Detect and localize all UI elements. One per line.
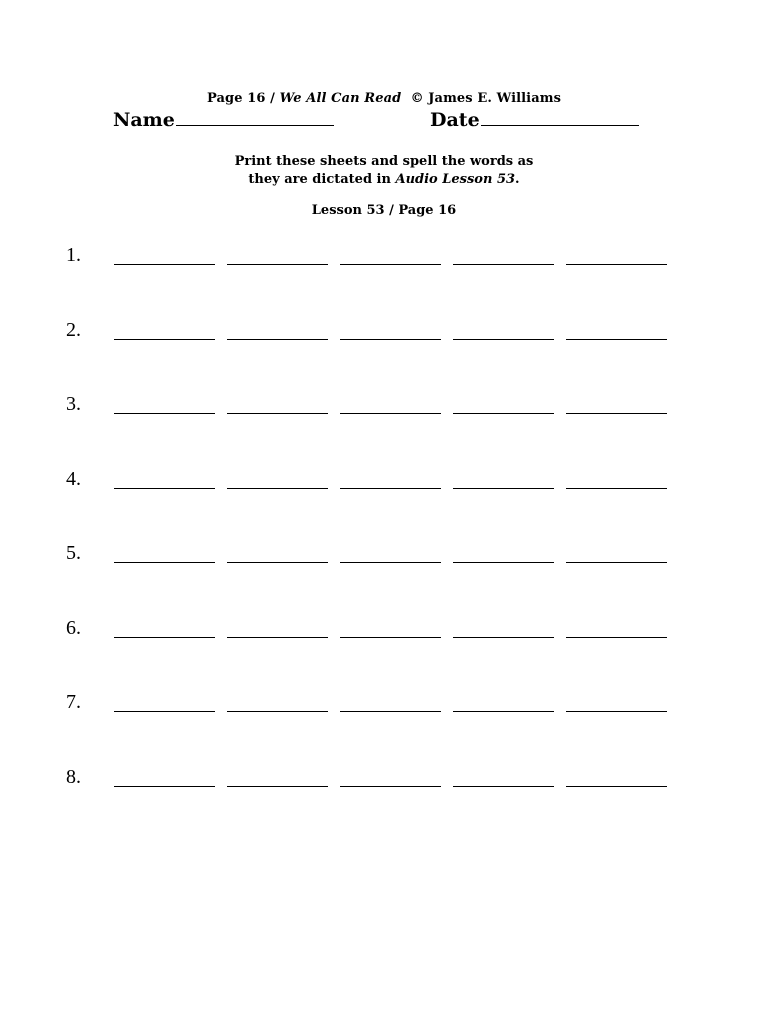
row-number: 8. xyxy=(66,765,81,788)
spelling-row xyxy=(66,319,686,349)
row-number: 2. xyxy=(66,318,81,341)
word-blank-line[interactable] xyxy=(566,339,667,340)
word-blank-line[interactable] xyxy=(227,488,328,489)
row-number: 4. xyxy=(66,467,81,490)
spelling-row xyxy=(66,468,686,498)
word-blank-line[interactable] xyxy=(114,339,215,340)
word-blank-line[interactable] xyxy=(340,786,441,787)
word-blank-line[interactable] xyxy=(227,264,328,265)
word-blank-line[interactable] xyxy=(566,711,667,712)
row-number: 7. xyxy=(66,691,81,713)
instructions xyxy=(0,153,768,189)
word-blank-line[interactable] xyxy=(227,562,328,563)
word-blank-line[interactable] xyxy=(566,488,667,489)
row-number: 1. xyxy=(66,244,81,266)
word-blank-line[interactable] xyxy=(453,339,554,340)
word-blank-line[interactable] xyxy=(114,488,215,489)
word-blank-line[interactable] xyxy=(453,413,554,414)
word-blank-line[interactable] xyxy=(114,711,215,712)
spelling-row xyxy=(66,766,686,796)
date-blank-line[interactable] xyxy=(481,107,639,126)
word-blank-line[interactable] xyxy=(453,786,554,787)
word-blank-line[interactable] xyxy=(453,637,554,638)
word-blank-line[interactable] xyxy=(566,786,667,787)
date-field[interactable] xyxy=(430,107,639,131)
lesson-label: Lesson 53 / Page 16 xyxy=(311,203,457,218)
word-blank-line[interactable] xyxy=(566,562,667,563)
word-blank-line[interactable] xyxy=(340,488,441,489)
name-field[interactable] xyxy=(113,107,334,131)
word-blank-line[interactable] xyxy=(340,339,441,340)
name-label: Name xyxy=(113,109,175,131)
spelling-row xyxy=(66,691,686,721)
word-blank-line[interactable] xyxy=(227,413,328,414)
book-title: We All Can Read xyxy=(279,91,402,106)
word-blank-line[interactable] xyxy=(566,413,667,414)
page-reference: Page 16 / xyxy=(206,91,275,106)
audio-lesson-reference: Audio Lesson 53 xyxy=(395,172,516,187)
word-blank-line[interactable] xyxy=(114,413,215,414)
row-number: 5. xyxy=(66,542,81,564)
name-blank-line[interactable] xyxy=(176,107,334,126)
word-blank-line[interactable] xyxy=(566,637,667,638)
word-blank-line[interactable] xyxy=(453,488,554,489)
word-blank-line[interactable] xyxy=(114,786,215,787)
spelling-row xyxy=(66,542,686,572)
copyright-notice: © James E. Williams xyxy=(410,91,562,106)
word-blank-line[interactable] xyxy=(453,562,554,563)
word-blank-line[interactable] xyxy=(453,264,554,265)
word-blank-line[interactable] xyxy=(340,413,441,414)
word-blank-line[interactable] xyxy=(340,562,441,563)
page-header xyxy=(0,91,768,106)
spelling-row xyxy=(66,617,686,647)
word-blank-line[interactable] xyxy=(227,711,328,712)
word-blank-line[interactable] xyxy=(340,264,441,265)
word-blank-line[interactable] xyxy=(227,637,328,638)
instructions-line-2: they are dictated in Audio Lesson 53. xyxy=(248,172,520,187)
spelling-row xyxy=(66,244,686,274)
word-blank-line[interactable] xyxy=(114,264,215,265)
instructions-line-1: Print these sheets and spell the words as xyxy=(234,154,534,169)
word-blank-line[interactable] xyxy=(566,264,667,265)
word-blank-line[interactable] xyxy=(340,711,441,712)
word-blank-line[interactable] xyxy=(340,637,441,638)
word-blank-line[interactable] xyxy=(227,339,328,340)
word-blank-line[interactable] xyxy=(227,786,328,787)
row-number: 6. xyxy=(66,616,81,639)
word-blank-line[interactable] xyxy=(114,562,215,563)
date-label: Date xyxy=(430,109,480,131)
word-blank-line[interactable] xyxy=(453,711,554,712)
row-number: 3. xyxy=(66,393,81,415)
word-blank-line[interactable] xyxy=(114,637,215,638)
spelling-row xyxy=(66,393,686,423)
